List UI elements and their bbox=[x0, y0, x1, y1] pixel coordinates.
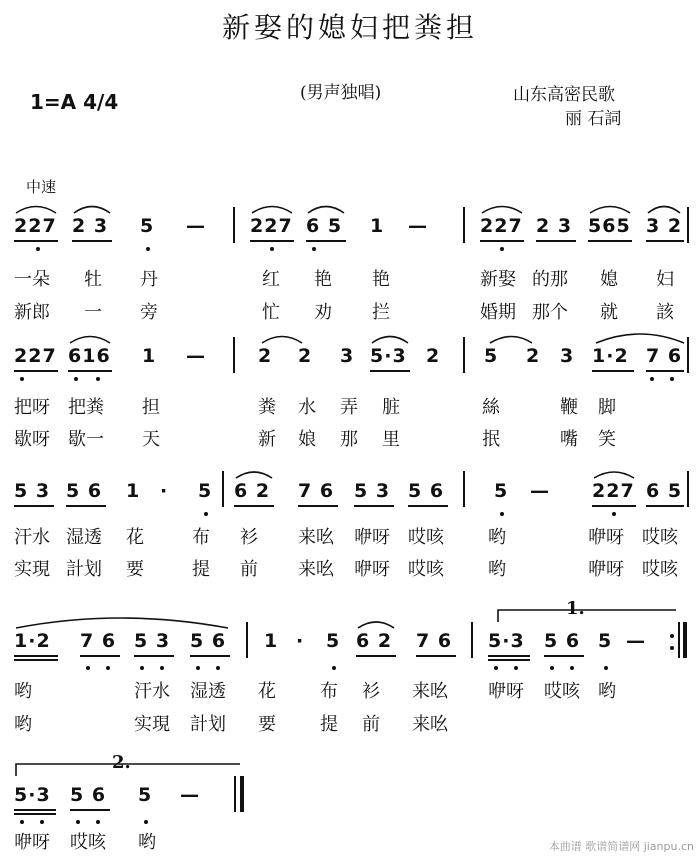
watermark: 本曲谱 歌谱简谱网 jianpu.cn bbox=[548, 840, 694, 853]
sustain-dash: — bbox=[530, 480, 550, 502]
lyric: 哟 bbox=[14, 714, 32, 735]
note-group: 5 6 bbox=[70, 784, 107, 806]
lyric: 汗水 bbox=[134, 681, 170, 702]
note: 5 bbox=[494, 480, 509, 502]
performance-note: (男声独唱) bbox=[300, 83, 382, 103]
lyric: 計划 bbox=[66, 559, 102, 580]
lyric: 新 bbox=[258, 429, 276, 450]
slur bbox=[590, 207, 630, 214]
note-group: 227 bbox=[592, 480, 635, 502]
lyric: 弄 bbox=[340, 397, 358, 418]
lyric: 要 bbox=[126, 559, 144, 580]
note-group: 1·2 bbox=[592, 345, 629, 367]
lyric: 提 bbox=[192, 559, 210, 580]
lyric: 的那 bbox=[532, 269, 568, 290]
slur bbox=[236, 472, 272, 478]
lyric: 衫 bbox=[240, 527, 258, 548]
lyric: 嘴 bbox=[560, 429, 578, 450]
note-group: 227 bbox=[250, 215, 293, 237]
lyric: 咿呀 bbox=[354, 559, 390, 580]
note-group: 6 2 bbox=[356, 630, 393, 652]
lyric: 提 bbox=[320, 714, 338, 735]
lyric: 媳 bbox=[600, 269, 618, 290]
lyricist-credit: 丽 石詞 bbox=[565, 109, 622, 129]
dot-extension: · bbox=[160, 480, 169, 502]
volta-bracket bbox=[16, 764, 240, 776]
lyric: 花 bbox=[258, 681, 276, 702]
sustain-dash: — bbox=[408, 215, 428, 237]
note-group: 6 5 bbox=[306, 215, 343, 237]
lyric: 前 bbox=[240, 559, 258, 580]
lyric: 旁 bbox=[140, 302, 158, 323]
lyric: 一 bbox=[84, 302, 102, 323]
lyric: 实現 bbox=[134, 714, 170, 735]
song-title: 新娶的媳妇把粪担 bbox=[221, 11, 478, 44]
lyric: 妇 bbox=[656, 269, 674, 290]
lyric: 鞭 bbox=[560, 397, 578, 418]
note-group: 5·3 bbox=[14, 784, 51, 806]
lyric: 艳 bbox=[372, 269, 390, 290]
note: 3 bbox=[340, 345, 355, 367]
lyric: 歇呀 bbox=[14, 429, 50, 450]
lyric: 湿透 bbox=[190, 681, 226, 702]
note: 5 bbox=[326, 630, 341, 652]
second-ending-label: 2. bbox=[112, 752, 131, 773]
slur bbox=[252, 207, 292, 214]
slur bbox=[70, 337, 110, 344]
lyric: 絲 bbox=[482, 397, 500, 418]
lyric: 咿呀 bbox=[588, 559, 624, 580]
lyric: 脏 bbox=[382, 397, 400, 418]
lyric: 咿呀 bbox=[14, 832, 50, 853]
lyric: 把呀 bbox=[14, 397, 50, 418]
lyric: 哟 bbox=[14, 681, 32, 702]
lyric: 艳 bbox=[314, 269, 332, 290]
note-group: 227 bbox=[14, 215, 57, 237]
note-group: 6 2 bbox=[234, 480, 271, 502]
lyric: 該 bbox=[656, 302, 674, 323]
lyric: 婚期 bbox=[480, 302, 516, 323]
lyric: 牡 bbox=[84, 269, 102, 290]
note: 5 bbox=[484, 345, 499, 367]
note: 5 bbox=[198, 480, 213, 502]
lyric: 一朵 bbox=[14, 269, 50, 290]
lyric: 計划 bbox=[190, 714, 226, 735]
note: 1 bbox=[126, 480, 141, 502]
lyric: 天 bbox=[142, 429, 160, 450]
sustain-dash: — bbox=[626, 630, 646, 652]
slur bbox=[648, 207, 680, 214]
lyric: 就 bbox=[600, 302, 618, 323]
lyric: 里 bbox=[382, 429, 400, 450]
lyric: 丹 bbox=[140, 269, 158, 290]
key-signature: 1=A 4/4 bbox=[30, 90, 119, 114]
note-group: 5 6 bbox=[544, 630, 581, 652]
lyric: 担 bbox=[142, 397, 160, 418]
note-group: 5 6 bbox=[408, 480, 445, 502]
lyric: 来吆 bbox=[298, 527, 334, 548]
lyric: 歇一 bbox=[68, 429, 104, 450]
note-group: 5·3 bbox=[370, 345, 407, 367]
slur bbox=[372, 337, 408, 344]
note: 5 bbox=[140, 215, 155, 237]
note-group: 5 3 bbox=[14, 480, 51, 502]
lyric: 哟 bbox=[488, 527, 506, 548]
note-group: 7 6 bbox=[646, 345, 683, 367]
note-group: 5 3 bbox=[354, 480, 391, 502]
note-group: 1·2 bbox=[14, 630, 51, 652]
slur bbox=[596, 334, 684, 343]
lyric: 水 bbox=[298, 397, 316, 418]
slur bbox=[594, 472, 634, 478]
slur bbox=[262, 337, 302, 344]
lyric: 湿透 bbox=[66, 527, 102, 548]
lyric: 哎咳 bbox=[642, 527, 678, 548]
lyric: 红 bbox=[262, 269, 280, 290]
sustain-dash: — bbox=[180, 784, 200, 806]
lyric: 要 bbox=[258, 714, 276, 735]
lyric: 哎咳 bbox=[70, 832, 106, 853]
note: 2 bbox=[526, 345, 541, 367]
note-group: 227 bbox=[14, 345, 57, 367]
dot-extension: · bbox=[296, 630, 305, 652]
note: 1 bbox=[370, 215, 385, 237]
lyric: 布 bbox=[192, 527, 210, 548]
lyric: 把粪 bbox=[68, 397, 104, 418]
lyric: 新郎 bbox=[14, 302, 50, 323]
lyric: 哎咳 bbox=[408, 559, 444, 580]
lyric: 那 bbox=[340, 429, 358, 450]
slur bbox=[16, 618, 228, 628]
lyric: 那个 bbox=[532, 302, 568, 323]
song-origin: 山东高密民歌 bbox=[513, 85, 615, 105]
lyric: 脚 bbox=[598, 397, 616, 418]
note: 2 bbox=[426, 345, 441, 367]
lyric: 咿呀 bbox=[488, 681, 524, 702]
lyric: 哎咳 bbox=[408, 527, 444, 548]
lyric: 娘 bbox=[298, 429, 316, 450]
lyric: 劝 bbox=[314, 302, 332, 323]
slur bbox=[490, 337, 532, 344]
note: 1 bbox=[264, 630, 279, 652]
sustain-dash: — bbox=[186, 345, 206, 367]
note-group: 6 5 bbox=[646, 480, 683, 502]
lyric: 哟 bbox=[138, 832, 156, 853]
lyric: 咿呀 bbox=[354, 527, 390, 548]
first-ending-label: 1. bbox=[566, 598, 585, 619]
slur bbox=[358, 622, 394, 628]
lyric: 拦 bbox=[372, 302, 390, 323]
lyric: 哎咳 bbox=[544, 681, 580, 702]
note: 2 bbox=[298, 345, 313, 367]
note-group: 7 6 bbox=[298, 480, 335, 502]
lyric: 来吆 bbox=[412, 714, 448, 735]
note-group: 5·3 bbox=[488, 630, 525, 652]
lyric: 衫 bbox=[362, 681, 380, 702]
lyric: 来吆 bbox=[298, 559, 334, 580]
note-group: 7 6 bbox=[80, 630, 117, 652]
note-group: 5 3 bbox=[134, 630, 171, 652]
lyric: 来吆 bbox=[412, 681, 448, 702]
note: 5 bbox=[138, 784, 153, 806]
note-group: 5 6 bbox=[66, 480, 103, 502]
lyric: 前 bbox=[362, 714, 380, 735]
slur bbox=[74, 207, 110, 214]
lyric: 布 bbox=[320, 681, 338, 702]
lyric: 新娶 bbox=[480, 269, 516, 290]
slur bbox=[16, 207, 56, 214]
lyric: 哟 bbox=[488, 559, 506, 580]
lyric: 忙 bbox=[262, 302, 280, 323]
lyric: 实現 bbox=[14, 559, 50, 580]
volta-bracket bbox=[498, 610, 676, 622]
note-group: 3 2 bbox=[646, 215, 683, 237]
note: 2 bbox=[258, 345, 273, 367]
lyric: 花 bbox=[126, 527, 144, 548]
lyric: 哟 bbox=[598, 681, 616, 702]
tempo-marking: 中速 bbox=[26, 178, 57, 196]
note-group: 616 bbox=[68, 345, 111, 367]
sustain-dash: — bbox=[186, 215, 206, 237]
note-group: 5 6 bbox=[190, 630, 227, 652]
lyric: 抿 bbox=[482, 429, 500, 450]
slur bbox=[308, 207, 344, 214]
note-group: 2 3 bbox=[536, 215, 573, 237]
note-group: 227 bbox=[480, 215, 523, 237]
lyric: 笑 bbox=[598, 429, 616, 450]
note-group: 2 3 bbox=[72, 215, 109, 237]
note-group: 7 6 bbox=[416, 630, 453, 652]
note: 3 bbox=[560, 345, 575, 367]
note: 5 bbox=[598, 630, 613, 652]
note-group: 565 bbox=[588, 215, 631, 237]
slur bbox=[482, 207, 522, 214]
lyric: 粪 bbox=[258, 397, 276, 418]
lyric: 咿呀 bbox=[588, 527, 624, 548]
lyric: 哎咳 bbox=[642, 559, 678, 580]
lyric: 汗水 bbox=[14, 527, 50, 548]
note: 1 bbox=[142, 345, 157, 367]
